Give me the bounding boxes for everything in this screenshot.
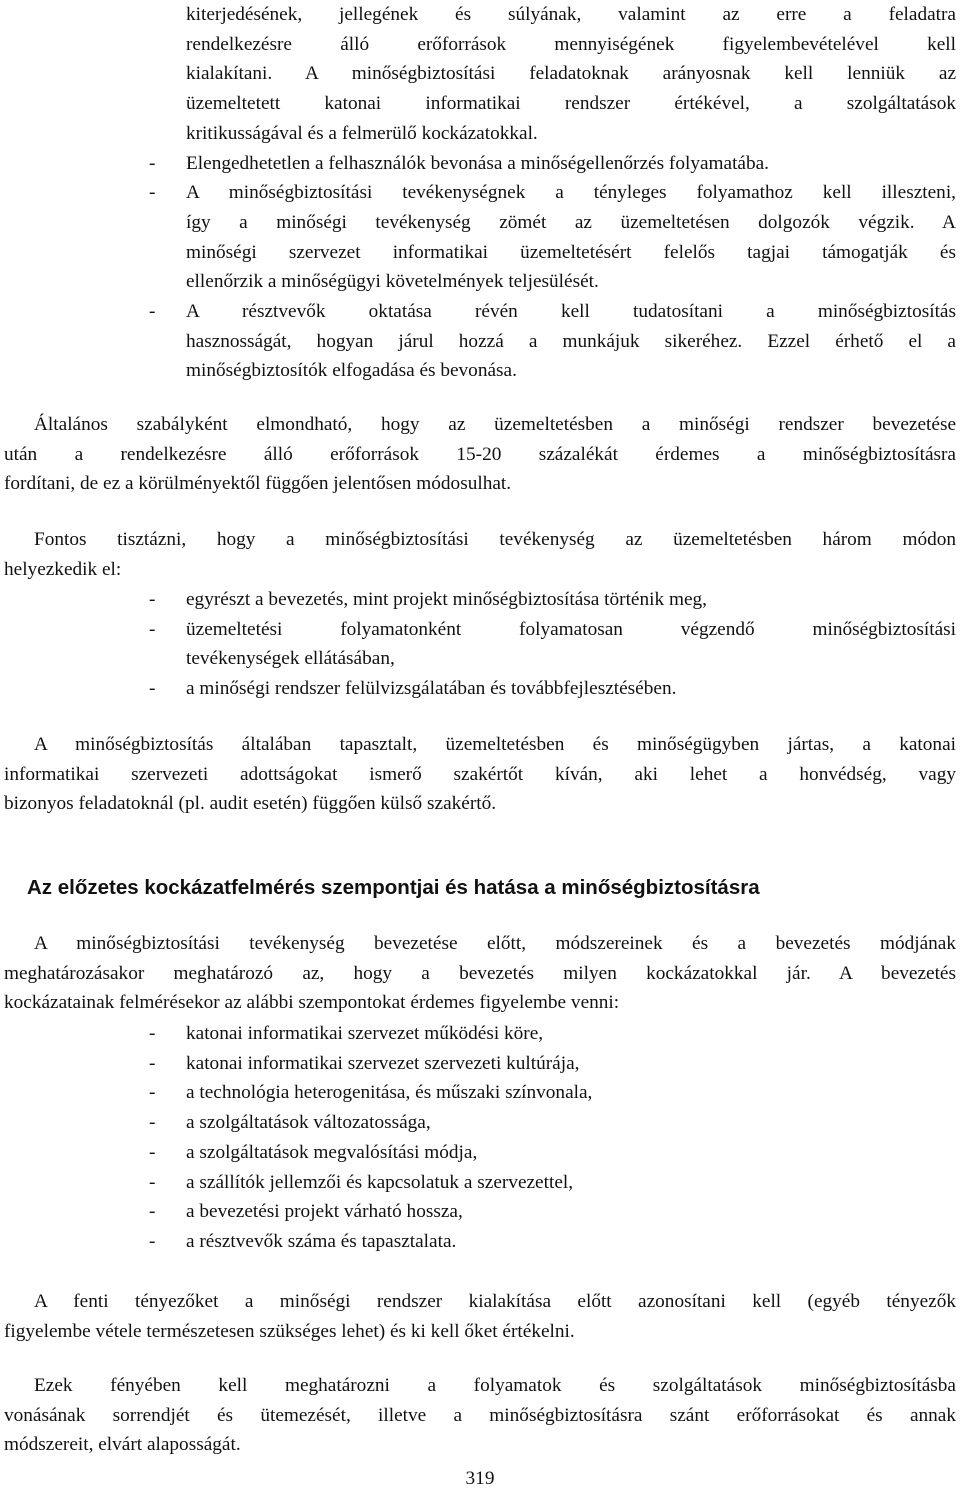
text-line: figyelembe vétele természetesen szükséges lehet) és ki kell őket értékelni. xyxy=(4,1320,575,1342)
dash-bullet: - xyxy=(149,301,156,323)
text-line: Elengedhetetlen a felhasználók bevonása a minőségellenőrzés folyamatába. xyxy=(186,152,770,174)
dash-bullet: - xyxy=(149,1201,156,1223)
text-line: minőségi szervezet informatikai üzemeltetésért felelős tagjai támogatják és xyxy=(186,241,956,263)
top-list xyxy=(149,0,956,386)
text-line: után a rendelkezésre álló erőforrások 15-20 százalékát érdemes a minőségbiztosításra xyxy=(4,443,956,465)
list-item xyxy=(149,674,956,704)
text-line: A résztvevők oktatása révén kell tudatosítani a minőségbiztosítás xyxy=(186,301,956,323)
dash-bullet: - xyxy=(149,182,156,204)
list-item xyxy=(149,1078,956,1108)
list-item xyxy=(149,1227,956,1257)
text-line: a szolgáltatások változatossága, xyxy=(186,1112,431,1134)
dash-bullet: - xyxy=(149,152,156,174)
paragraph-order xyxy=(4,1371,956,1460)
text-line: Ezek fényében kell meghatározni a folyamatok és szolgáltatások minőségbiztosításba xyxy=(34,1375,956,1396)
dash-bullet: - xyxy=(149,589,156,610)
text-line: Fontos tisztázni, hogy a minőségbiztosítási tevékenység az üzemeltetésben három módon xyxy=(34,529,956,550)
text-line: így a minőségi tevékenység zömét az üzemeltetésen dolgozók végzik. A xyxy=(186,211,956,233)
dash-bullet: - xyxy=(149,678,156,700)
aspects-list xyxy=(149,1019,956,1257)
list-item xyxy=(149,585,956,615)
dash-bullet: - xyxy=(149,1023,156,1044)
text-line: katonai informatikai szervezet szervezeti kultúrája, xyxy=(186,1052,580,1074)
text-line: egyrészt a bevezetés, mint projekt minőségbiztosítása történik meg, xyxy=(186,589,707,610)
paragraph-factors xyxy=(4,1287,956,1346)
text-line: a technológia heterogenitása, és műszaki színvonala, xyxy=(186,1082,593,1104)
aspects-dash-list xyxy=(149,1019,956,1257)
text-line: kockázatainak felmérésekor az alábbi szempontokat érdemes figyelembe venni: xyxy=(4,992,620,1014)
text-line: kiterjedésének, jellegének és súlyának, valamint az erre a feladatra xyxy=(186,4,956,25)
modes-dash-list xyxy=(149,585,956,704)
list-item xyxy=(149,297,956,386)
text-line: meghatározásakor meghatározó az, hogy a bevezetés milyen kockázatokkal jár. A bevezetés xyxy=(4,962,956,984)
list-item xyxy=(149,1019,956,1049)
text-line: a szolgáltatások megvalósítási módja, xyxy=(186,1141,478,1163)
text-line: ellenőrzik a minőségügyi követelmények teljesülését. xyxy=(186,271,599,293)
text-line: helyezkedik el: xyxy=(4,558,122,580)
text-line: A minőségbiztosítási tevékenységnek a tényleges folyamathoz kell illeszteni, xyxy=(186,182,956,204)
list-item xyxy=(149,149,956,179)
text-line: informatikai szervezeti adottságokat ismerő szakértőt kíván, aki lehet a honvédség, vagy xyxy=(4,763,956,785)
text-line: a minőségi rendszer felülvizsgálatában és továbbfejlesztésében. xyxy=(186,678,677,700)
list-item xyxy=(149,1138,956,1168)
text-line: kritikusságával és a felmerülő kockázatokkal. xyxy=(186,122,538,144)
dash-bullet: - xyxy=(149,1082,156,1104)
modes-list xyxy=(149,585,956,704)
page-number: 319 xyxy=(465,1468,495,1489)
dash-bullet: - xyxy=(149,1112,156,1134)
list-item xyxy=(149,1049,956,1079)
list-item xyxy=(149,1197,956,1227)
text-line: hasznosságát, hogyan járul hozzá a munkájuk sikeréhez. Ezzel érhető el a xyxy=(186,330,956,352)
text-line: A minőségbiztosítási tevékenység bevezetése előtt, módszereinek és a bevezetés módjának xyxy=(34,933,956,954)
text-line: kialakítani. A minőségbiztosítási feladatoknak arányosnak kell lenniük az xyxy=(186,63,956,85)
text-line: üzemeltetési folyamatonként folyamatosan végzendő minőségbiztosítási xyxy=(186,618,956,640)
dash-bullet: - xyxy=(149,1141,156,1163)
text-line: A minőségbiztosítás általában tapasztalt, üzemeltetésben és minőségügyben jártas, a katonai xyxy=(34,734,956,755)
list-item xyxy=(149,615,956,674)
text-line: fordítani, de ez a körülményektől függően jelentősen módosulhat. xyxy=(4,473,512,495)
paragraph-expert xyxy=(4,730,956,819)
list-item xyxy=(149,1108,956,1138)
list-item xyxy=(149,178,956,297)
dash-bullet: - xyxy=(149,1171,156,1193)
text-line: üzemeltetett katonai informatikai rendszer értékével, a szolgáltatások xyxy=(186,93,956,115)
text-line: Általános szabályként elmondható, hogy az üzemeltetésben a minőségi rendszer bevezetése xyxy=(34,414,956,435)
text-line: A fenti tényezőket a minőségi rendszer kialakítása előtt azonosítani kell (egyéb tényezők xyxy=(34,1291,956,1312)
section-heading: Az előzetes kockázatfelmérés szempontjai és hatása a minőségbiztosításra xyxy=(27,876,760,899)
text-line: rendelkezésre álló erőforrások mennyiségének figyelembevételével kell xyxy=(186,33,956,55)
list-item xyxy=(149,1168,956,1198)
text-line: a szállítók jellemzői és kapcsolatuk a szervezettel, xyxy=(186,1171,574,1193)
text-line: tevékenységek ellátásában, xyxy=(186,648,395,670)
top-dash-list xyxy=(149,0,956,386)
dash-bullet: - xyxy=(149,618,156,640)
text-line: vonásának sorrendjét és ütemezését, illetve a minőségbiztosításra szánt erőforrásokat és annak xyxy=(4,1404,956,1426)
text-line: katonai informatikai szervezet működési köre, xyxy=(186,1023,544,1044)
paragraph-intro xyxy=(4,929,956,1018)
text-line: a résztvevők száma és tapasztalata. xyxy=(186,1230,457,1252)
dash-bullet: - xyxy=(149,1230,156,1252)
paragraph-general xyxy=(4,410,956,499)
text-line: minőségbiztosítók elfogadása és bevonása. xyxy=(186,360,517,382)
text-line: módszereit, elvárt alaposságát. xyxy=(4,1434,241,1456)
paragraph-important xyxy=(4,525,956,584)
list-item xyxy=(186,0,956,149)
dash-bullet: - xyxy=(149,1052,156,1074)
text-line: a bevezetési projekt várható hossza, xyxy=(186,1201,463,1223)
text-line: bizonyos feladatoknál (pl. audit esetén) függően külső szakértő. xyxy=(4,793,497,815)
